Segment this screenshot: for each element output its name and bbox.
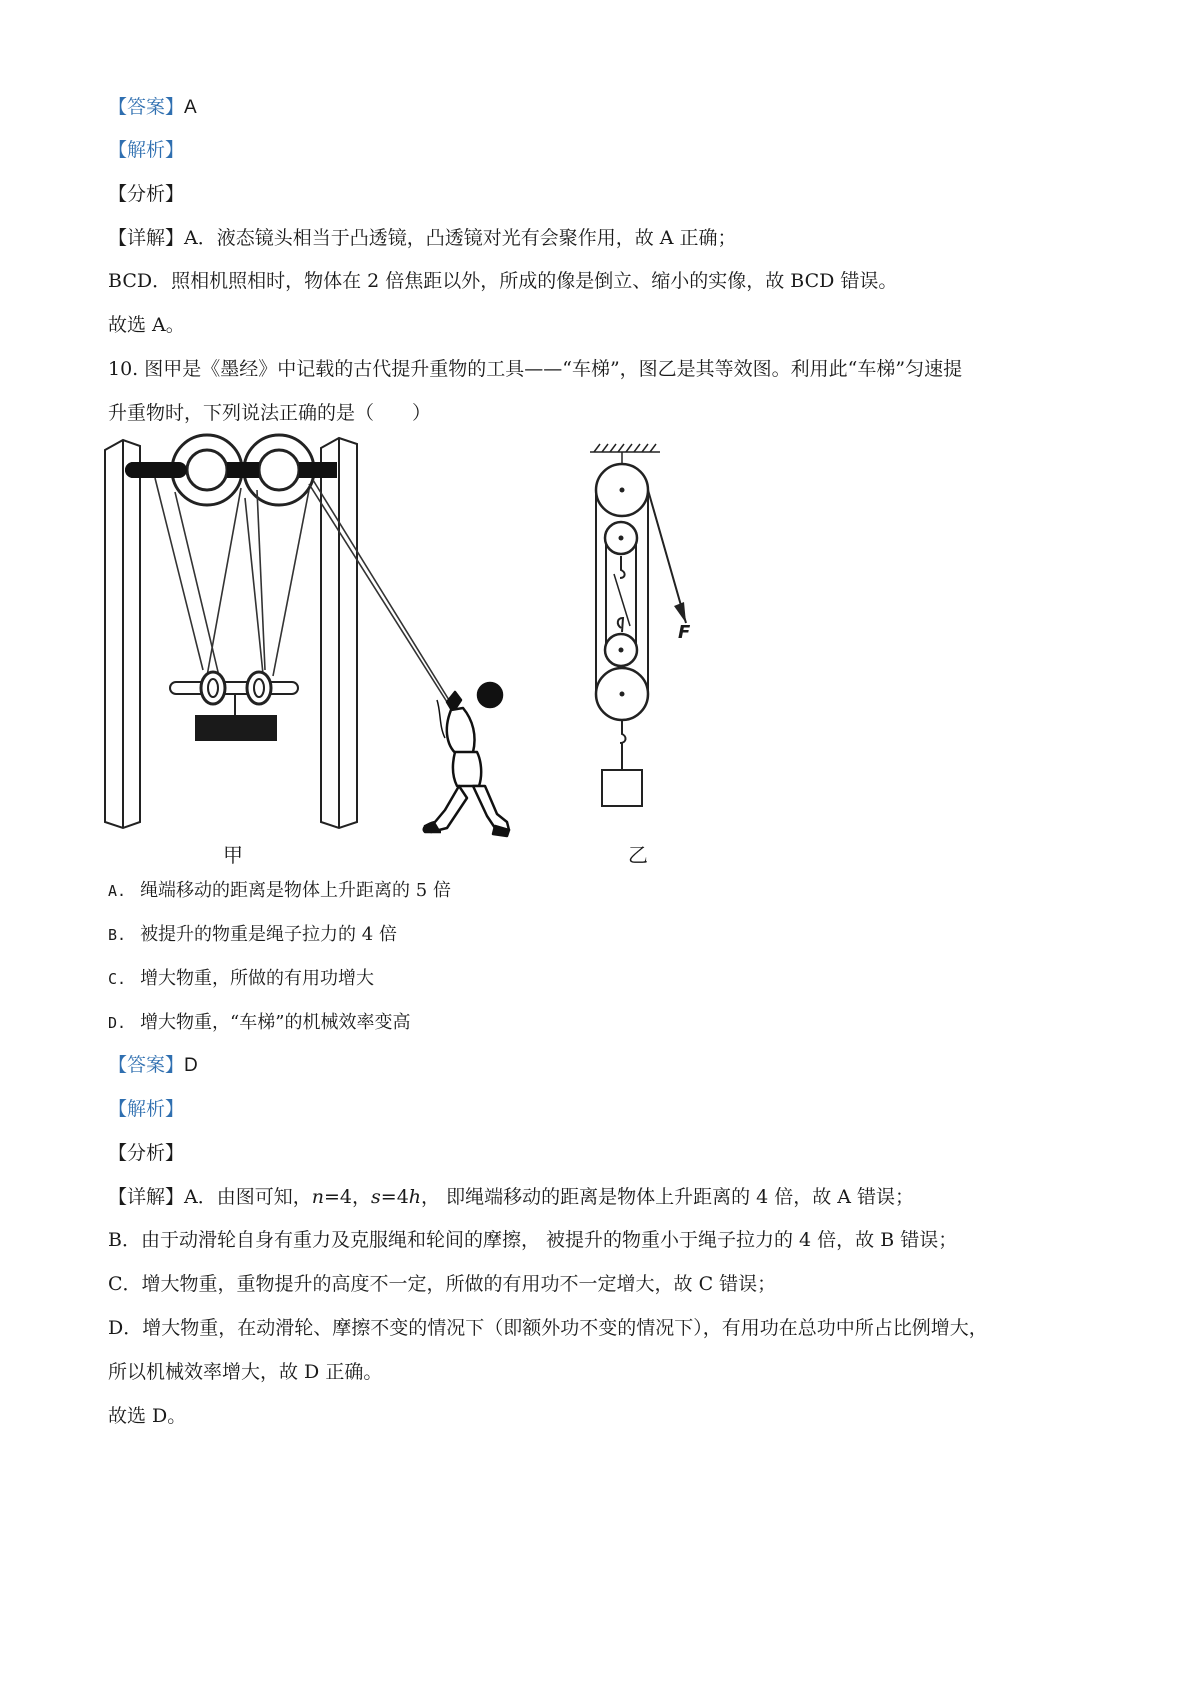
detail-text: A．液态镜头相当于凸透镜，凸透镜对光有会聚作用，故 A 正确； [184, 227, 737, 249]
q10-stem-line1: 10. 图甲是《墨经》中记载的古代提升重物的工具——“车梯”，图乙是其等效图。利用此“车梯”匀速提 [108, 358, 963, 380]
lower-wheel-right [247, 672, 271, 704]
force-label: F [678, 622, 691, 643]
q10-analysis-tag: 【解析】 [108, 1098, 185, 1120]
q10-choice: 故选 D。 [108, 1405, 187, 1427]
detail-a-pre: A．由图可知， [184, 1186, 312, 1208]
answer-value: A [184, 97, 197, 118]
q10-detail-a [108, 1184, 914, 1210]
q9-choice: 故选 A。 [108, 314, 185, 336]
option-text: 增大物重，“车梯”的机械效率变高 [140, 1012, 411, 1033]
detail-tag: 【详解】 [108, 227, 185, 249]
var-s: s [371, 1186, 381, 1208]
option-letter: A. [108, 882, 127, 900]
option-letter: C. [108, 970, 127, 988]
option-text: 增大物重，所做的有用功增大 [140, 968, 375, 989]
left-post [105, 440, 140, 828]
option-text: 被提升的物重是绳子拉力的 4 倍 [140, 924, 397, 945]
option-text: 绳端移动的距离是物体上升距离的 5 倍 [140, 880, 451, 901]
detail-a-post: ， 即绳端移动的距离是物体上升距离的 4 倍，故 A 错误； [421, 1186, 915, 1208]
answer-value: D [184, 1055, 198, 1076]
n-value: =4， [324, 1186, 372, 1208]
ropes [155, 478, 449, 702]
lower-bar [170, 682, 298, 694]
person-pulling [424, 683, 509, 836]
figure-yi [570, 438, 730, 838]
q9-analysis-tag: 【解析】 [108, 139, 185, 161]
q9-detail-a [108, 225, 737, 251]
right-post [321, 438, 357, 828]
figure-jia-label: 甲 [223, 843, 243, 867]
option-a [108, 878, 451, 904]
detail-tag: 【详解】 [108, 1186, 185, 1208]
s-mid: =4 [380, 1186, 409, 1208]
figure-jia [95, 430, 535, 870]
lower-wheel-left [201, 672, 225, 704]
q9-answer-line [108, 94, 197, 121]
option-d [108, 1010, 410, 1036]
q10-stem-line2: 升重物时，下列说法正确的是（ ） [108, 402, 432, 424]
option-letter: B. [108, 926, 127, 944]
var-n: n [311, 1186, 324, 1208]
q10-detail-c: C．增大物重，重物提升的高度不一定，所做的有用功不一定增大，故 C 错误； [108, 1273, 777, 1295]
q10-fenxi-tag: 【分析】 [108, 1142, 185, 1164]
q10-detail-d2: 所以机械效率增大，故 D 正确。 [108, 1361, 383, 1383]
q10-detail-b: B．由于动滑轮自身有重力及克服绳和轮间的摩擦， 被提升的物重小于绳子拉力的 4 倍，故 B 错误； [108, 1229, 958, 1251]
load-box [602, 770, 642, 806]
figure-yi-label: 乙 [628, 843, 648, 867]
q9-detail-bcd: BCD．照相机照相时，物体在 2 倍焦距以外，所成的像是倒立、缩小的实像，故 BCD 错误。 [108, 270, 898, 292]
q9-fenxi-tag: 【分析】 [108, 183, 185, 205]
option-c [108, 966, 374, 992]
q10-answer-line [108, 1052, 198, 1079]
weight-block [195, 715, 277, 741]
option-letter: D. [108, 1014, 127, 1032]
q10-detail-d1: D．增大物重，在动滑轮、摩擦不变的情况下（即额外功不变的情况下），有用功在总功中所占比例增大， [108, 1317, 988, 1339]
var-h: h [408, 1186, 422, 1208]
answer-tag: 【答案】 [108, 96, 185, 118]
option-b [108, 922, 397, 948]
answer-tag: 【答案】 [108, 1054, 185, 1076]
